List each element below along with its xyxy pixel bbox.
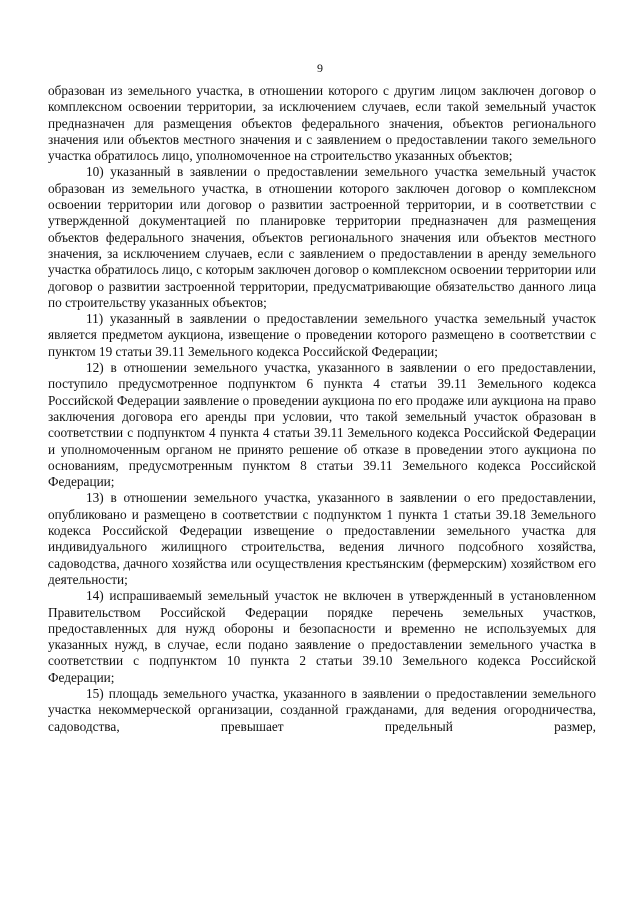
paragraph-item-11: 11) указанный в заявлении о предоставлении земельного участка земельный участок является предметом аукциона, извещение о проведении которого размещено в соответствии с пунктом 19 статьи 39.11 Земельного кодекса Российской Федерации;	[48, 311, 596, 359]
paragraph-continuation: образован из земельного участка, в отношении которого с другим лицом заключен договор о комплексном освоении территории, за исключением случаев, если такой земельный участок предназначен для размещения объектов федерального значения, объектов регионального значения или объектов местного значения и с заявлением о предоставлении такого земельного участка обратилось лицо, уполномоченное на строительство указанных объектов;	[48, 83, 596, 164]
paragraph-item-15: 15) площадь земельного участка, указанного в заявлении о предоставлении земельного участка некоммерческой организации, созданной гражданами, для ведения огородничества, садоводства, превышает предельный размер,	[48, 685, 596, 734]
paragraph-item-10: 10) указанный в заявлении о предоставлении земельного участка земельный участок образован из земельного участка, в отношении которого заключен договор о комплексном освоении территории или договор о развитии застроенной территории, и в соответствии с утвержденной документацией по планировке территории предназначен для размещения объектов федерального значения, объектов регионального значения или объектов местного значения, за исключением случаев, если с заявлением о предоставлении в аренду земельного участка обратилось лицо, с которым заключен договор о комплексном освоении территории или договор о развитии застроенной территории, предусматривающие обязательство данного лица по строительству указанных объектов;	[48, 164, 596, 310]
document-body	[48, 83, 596, 735]
page-number: 9	[317, 61, 323, 75]
paragraph-item-12: 12) в отношении земельного участка, указанного в заявлении о его предоставлении, поступило предусмотренное подпунктом 6 пункта 4 статьи 39.11 Земельного кодекса Российской Федерации заявление о проведении аукциона по его продаже или аукциона на право заключения договора его аренды при условии, что такой земельный участок образован в соответствии с подпунктом 4 пункта 4 статьи 39.11 Земельного кодекса Российской Федерации и уполномоченным органом не принято решение об отказе в проведении этого аукциона по основаниям, предусмотренным пунктом 8 статьи 39.11 Земельного кодекса Российской Федерации;	[48, 360, 596, 490]
paragraph-item-14: 14) испрашиваемый земельный участок не включен в утвержденный в установленном Правительством Российской Федерации порядке перечень земельных участков, предоставленных для нужд обороны и безопасности и временно не используемых для указанных нужд, в случае, если подано заявление о предоставлении земельного участка в соответствии с подпунктом 10 пункта 2 статьи 39.10 Земельного кодекса Российской Федерации;	[48, 588, 596, 685]
paragraph-item-13: 13) в отношении земельного участка, указанного в заявлении о его предоставлении, опубликовано и размещено в соответствии с подпунктом 1 пункта 1 статьи 39.18 Земельного кодекса Российской Федерации извещение о предоставлении земельного участка для индивидуального жилищного строительства, ведения личного подсобного хозяйства, садоводства, дачного хозяйства или осуществления крестьянским (фермерским) хозяйством его деятельности;	[48, 490, 596, 587]
